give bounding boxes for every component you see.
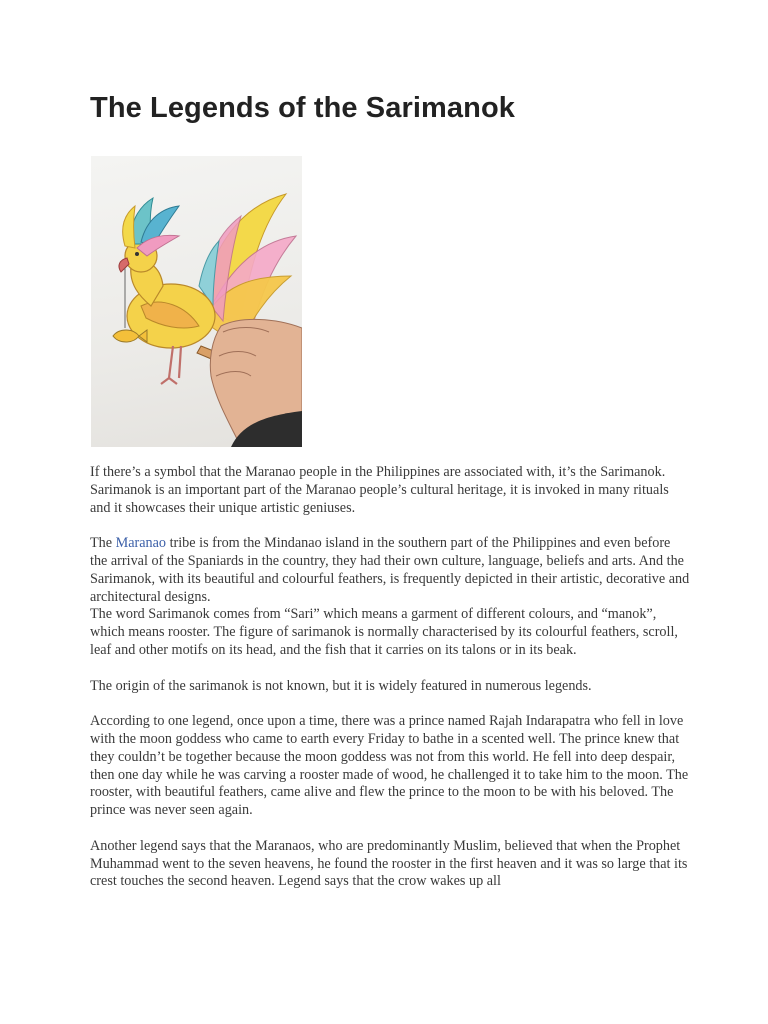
fish-icon: [113, 330, 139, 342]
paragraph-intro: If there’s a symbol that the Maranao people in the Philippines are associated with, it’s the Sarimanok. Sarimanok is an important part of the Maranao people’s cultural heritage, it is invoked in many rituals and it showcases their unique artistic geniuses.: [90, 464, 669, 516]
rooster-legs: [161, 346, 181, 384]
rooster-crest: [123, 198, 179, 256]
paragraph-origin: The origin of the sarimanok is not known, but it is widely featured in numerous legends.: [90, 677, 592, 694]
page-title: The Legends of the Sarimanok: [90, 92, 515, 124]
paragraph-maranao: [90, 535, 690, 606]
paragraph-maranao-text: tribe is from the Mindanao island in the southern part of the Philippines and even before the arrival of the Spaniards in the country, they had their own culture, language, beliefs and arts. And the Sarimanok, with its beautiful and colourful feathers, is frequently depicted in their artistic, decorative and architectural designs.: [90, 535, 690, 605]
hand-with-pencil: [197, 319, 302, 447]
paragraph-legend-two: Another legend says that the Maranaos, who are predominantly Muslim, believed that when the Prophet Muhammad went to the seven heavens, he found the rooster in the first heaven and it was so large that its crest touches the second heaven. Legend says that the crow wakes up all: [90, 837, 688, 890]
maranao-link[interactable]: Maranao: [115, 535, 167, 552]
sarimanok-illustration: [91, 156, 302, 447]
rooster-beak: [119, 258, 129, 272]
rooster-eye: [135, 252, 139, 256]
article-body: [90, 464, 690, 891]
paragraph-word-origin: The word Sarimanok comes from “Sari” which means a garment of different colours, and “manok”, which means rooster. The figure of sarimanok is normally characterised by its colourful feathers, scroll, leaf and other motifs on its head, and the fish that it carries on its talons or in its beak.: [90, 606, 678, 658]
sarimanok-drawing-photo: [91, 156, 302, 447]
paragraph-maranao-lead: The: [90, 535, 116, 552]
paragraph-legend-one: According to one legend, once upon a time, there was a prince named Rajah Indarapatra who fell in love with the moon goddess who came to earth every Friday to bathe in a scented well. The prince knew that they couldn’t be together because the moon goddess was not from this world. He fell into deep despair, then one day while he was carving a rooster made of wood, he challenged it to take him to the moon. The rooster, with beautiful feathers, came alive and flew the prince to the moon to be with his beloved. The prince was never seen again.: [90, 713, 689, 819]
